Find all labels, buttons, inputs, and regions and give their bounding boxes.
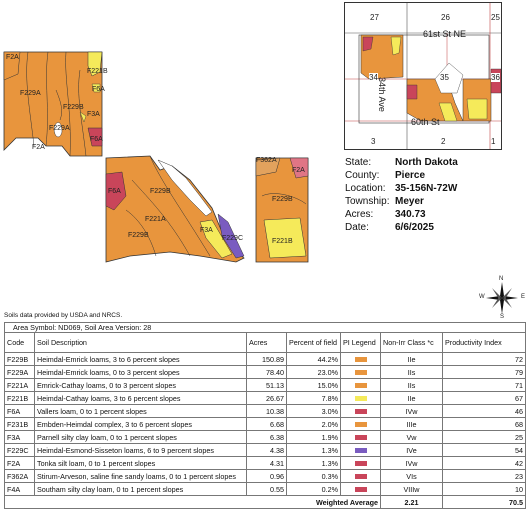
cell-cls: IVw — [381, 405, 443, 418]
info-row-township: Township: Meyer — [345, 196, 424, 207]
cell-code: F229C — [5, 444, 35, 457]
cell-acres: 4.38 — [247, 444, 287, 457]
legend-swatch — [355, 409, 367, 414]
header-pi-legend: PI Legend — [341, 333, 381, 353]
compass-w-label: W — [479, 294, 485, 300]
cell-pi: 68 — [443, 418, 526, 431]
cell-acres: 0.55 — [247, 483, 287, 496]
cell-pi: 42 — [443, 457, 526, 470]
header-acres: Acres — [247, 333, 287, 353]
map-label: F6A — [92, 86, 105, 93]
table-header-row — [5, 333, 526, 353]
area-symbol-row — [5, 323, 526, 333]
cell-acres: 26.67 — [247, 392, 287, 405]
cell-desc: Vallers loam, 0 to 1 percent slopes — [35, 405, 247, 418]
compass-s-label: S — [500, 314, 505, 320]
compass-e-label: E — [521, 294, 526, 300]
cell-acres: 0.96 — [247, 470, 287, 483]
map-label: F3A — [87, 111, 100, 118]
legend-swatch — [355, 448, 367, 453]
cell-code: F221A — [5, 379, 35, 392]
cell-acres: 51.13 — [247, 379, 287, 392]
cell-cls: VIIIw — [381, 483, 443, 496]
cell-pct: 1.3% — [287, 457, 341, 470]
map-label: F3A — [200, 227, 213, 234]
locator-map — [344, 2, 502, 150]
pi-legend-cell — [341, 483, 381, 496]
cell-pi: 46 — [443, 405, 526, 418]
area-symbol: Area Symbol: ND069, Soil Area Version: 28 — [5, 323, 526, 333]
pi-legend-cell — [341, 392, 381, 405]
legend-swatch — [355, 396, 367, 401]
cell-pi: 23 — [443, 470, 526, 483]
cell-cls: IIIe — [381, 418, 443, 431]
cell-cls: IIs — [381, 366, 443, 379]
cell-pi: 71 — [443, 379, 526, 392]
cell-cls: IIs — [381, 379, 443, 392]
cell-acres: 6.68 — [247, 418, 287, 431]
table-row — [5, 483, 526, 496]
cell-desc: Southam silty clay loam, 0 to 1 percent slopes — [35, 483, 247, 496]
map-label: F229B — [128, 232, 149, 239]
legend-swatch — [355, 370, 367, 375]
cell-acres: 150.89 — [247, 353, 287, 366]
section-label: 34 — [369, 73, 378, 82]
section-label: 36 — [491, 73, 500, 82]
cell-acres: 10.38 — [247, 405, 287, 418]
header-percent-of-field: Percent of field — [287, 333, 341, 353]
cell-desc: Emrick-Cathay loams, 0 to 3 percent slopes — [35, 379, 247, 392]
data-credit: Soils data provided by USDA and NRCS. — [4, 312, 123, 319]
cell-acres: 78.40 — [247, 366, 287, 379]
map-label: F229C — [222, 235, 244, 242]
info-row-state: State: North Dakota — [345, 157, 458, 168]
legend-swatch — [355, 422, 367, 427]
map-label: F6A — [90, 136, 103, 143]
map-label: F221B — [272, 238, 293, 245]
compass-rose-icon — [482, 280, 522, 316]
pi-legend-cell — [341, 405, 381, 418]
map-label: F2A — [292, 167, 305, 174]
cell-desc: Stirum-Arveson, saline fine sandy loams, 0 to 1 percent slopes — [35, 470, 247, 483]
cell-pct: 1.9% — [287, 431, 341, 444]
cell-code: F229B — [5, 353, 35, 366]
cell-desc: Tonka silt loam, 0 to 1 percent slopes — [35, 457, 247, 470]
cell-code: F229A — [5, 366, 35, 379]
cell-pct: 7.8% — [287, 392, 341, 405]
info-row-county: County: Pierce — [345, 170, 426, 181]
table-row — [5, 353, 526, 366]
pi-legend-cell — [341, 431, 381, 444]
pi-legend-cell — [341, 444, 381, 457]
pi-legend-cell — [341, 457, 381, 470]
cell-desc: Parnell silty clay loam, 0 to 1 percent slopes — [35, 431, 247, 444]
cell-code: F362A — [5, 470, 35, 483]
cell-desc: Embden-Heimdal complex, 3 to 6 percent slopes — [35, 418, 247, 431]
cell-cls: IIe — [381, 392, 443, 405]
map-label: F2A — [6, 54, 19, 61]
section-label: 3 — [371, 137, 376, 146]
cell-cls: IVw — [381, 457, 443, 470]
weighted-average-row — [5, 496, 526, 509]
header-non-irr-class: Non-Irr Class *c — [381, 333, 443, 353]
cell-acres: 4.31 — [247, 457, 287, 470]
road-label: 60th St — [411, 117, 440, 127]
cell-acres: 6.38 — [247, 431, 287, 444]
map-label: F221A — [145, 216, 166, 223]
map-label: F6A — [108, 188, 121, 195]
pi-legend-cell — [341, 418, 381, 431]
table-row — [5, 457, 526, 470]
info-row-location: Location: 35-156N-72W — [345, 183, 458, 194]
map-label: F221B — [87, 68, 108, 75]
cell-pct: 15.0% — [287, 379, 341, 392]
soil-map — [0, 0, 340, 310]
section-label: 27 — [370, 13, 379, 22]
weighted-average-label: Weighted Average — [5, 496, 381, 509]
cell-pi: 79 — [443, 366, 526, 379]
cell-pct: 1.3% — [287, 444, 341, 457]
cell-code: F3A — [5, 431, 35, 444]
field-info — [345, 156, 458, 234]
cell-code: F6A — [5, 405, 35, 418]
compass-n-label: N — [499, 276, 504, 282]
map-label: F229A — [20, 90, 41, 97]
cell-desc: Heimdal-Emrick loams, 3 to 6 percent slopes — [35, 353, 247, 366]
table-row — [5, 444, 526, 457]
map-label: F229B — [272, 196, 293, 203]
cell-pi: 25 — [443, 431, 526, 444]
cell-desc: Heimdal-Cathay loams, 3 to 6 percent slopes — [35, 392, 247, 405]
cell-code: F2A — [5, 457, 35, 470]
cell-pct: 23.0% — [287, 366, 341, 379]
pi-legend-cell — [341, 470, 381, 483]
cell-cls: VIs — [381, 470, 443, 483]
weighted-average-class: 2.21 — [381, 496, 443, 509]
weighted-average-pi: 70.5 — [443, 496, 526, 509]
info-row-date: Date: 6/6/2025 — [345, 222, 434, 233]
section-label: 25 — [491, 13, 500, 22]
legend-swatch — [355, 357, 367, 362]
info-row-acres: Acres: 340.73 — [345, 209, 426, 220]
legend-swatch — [355, 461, 367, 466]
table-row — [5, 405, 526, 418]
map-label: F2A — [32, 144, 45, 151]
table-row — [5, 379, 526, 392]
map-label: F362A — [256, 157, 277, 164]
header-soil-description: Soil Description — [35, 333, 247, 353]
cell-pi: 54 — [443, 444, 526, 457]
cell-pct: 0.3% — [287, 470, 341, 483]
cell-code: F231B — [5, 418, 35, 431]
cell-cls: Vw — [381, 431, 443, 444]
table-row — [5, 366, 526, 379]
cell-pi: 10 — [443, 483, 526, 496]
legend-swatch — [355, 435, 367, 440]
road-label: 61st St NE — [423, 29, 467, 39]
table-row — [5, 470, 526, 483]
cell-pi: 72 — [443, 353, 526, 366]
section-label: 2 — [441, 137, 446, 146]
legend-swatch — [355, 383, 367, 388]
cell-desc: Heimdal-Esmond-Sisseton loams, 6 to 9 percent slopes — [35, 444, 247, 457]
section-label: 35 — [440, 73, 449, 82]
cell-pi: 67 — [443, 392, 526, 405]
cell-pct: 44.2% — [287, 353, 341, 366]
road-label: 34th Ave — [377, 77, 387, 112]
header-code: Code — [5, 333, 35, 353]
table-row — [5, 431, 526, 444]
cell-code: F221B — [5, 392, 35, 405]
section-label: 1 — [491, 137, 496, 146]
cell-cls: IIe — [381, 353, 443, 366]
cell-cls: IVe — [381, 444, 443, 457]
soil-table — [4, 322, 526, 509]
cell-pct: 3.0% — [287, 405, 341, 418]
legend-swatch — [355, 474, 367, 479]
cell-code: F4A — [5, 483, 35, 496]
cell-desc: Heimdal-Emrick loams, 0 to 3 percent slopes — [35, 366, 247, 379]
map-label: F229A — [49, 125, 70, 132]
header-productivity-index: Productivity Index — [443, 333, 526, 353]
pi-legend-cell — [341, 353, 381, 366]
pi-legend-cell — [341, 366, 381, 379]
section-label: 26 — [441, 13, 450, 22]
legend-swatch — [355, 487, 367, 492]
map-label: F229B — [63, 104, 84, 111]
table-row — [5, 392, 526, 405]
pi-legend-cell — [341, 379, 381, 392]
cell-pct: 0.2% — [287, 483, 341, 496]
table-row — [5, 418, 526, 431]
map-label: F229B — [150, 188, 171, 195]
cell-pct: 2.0% — [287, 418, 341, 431]
